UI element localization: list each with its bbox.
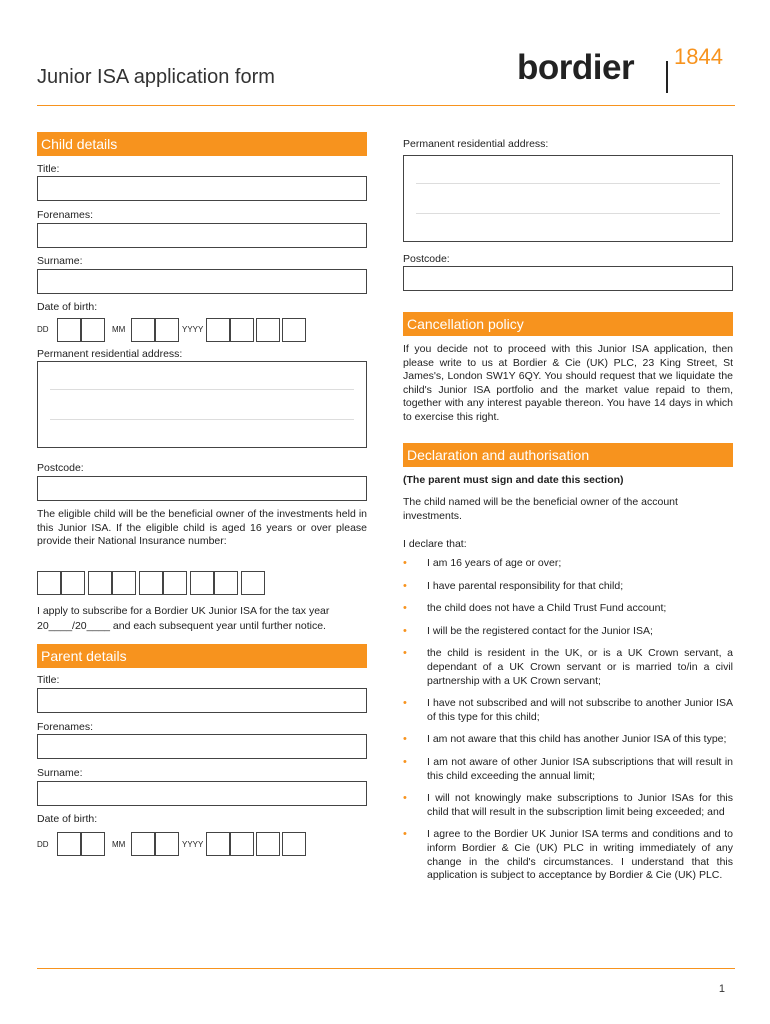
address-guide-line <box>416 213 720 214</box>
bullet-icon: • <box>403 624 407 637</box>
declaration-item <box>403 625 733 639</box>
parent-dob-yyyy-label: YYYY <box>182 840 204 849</box>
bullet-icon: • <box>403 792 407 805</box>
parent-dob-day-2[interactable] <box>81 832 105 856</box>
declaration-item <box>403 697 733 724</box>
declaration-list <box>403 557 733 883</box>
child-dob-yyyy-label: YYYY <box>182 325 204 334</box>
parent-dob-month-1[interactable] <box>131 832 155 856</box>
declaration-item <box>403 557 733 571</box>
address-guide-line <box>416 183 720 184</box>
child-dob-year-3[interactable] <box>256 318 280 342</box>
ni-box-1[interactable] <box>37 571 61 595</box>
declaration-item-text: I will be the registered contact for the Junior ISA; <box>427 624 653 637</box>
declaration-item-text: I will not knowingly make subscriptions to Junior ISAs for this child that will result in the subscription limit being exceeded; and <box>427 792 733 818</box>
child-dob-year-4[interactable] <box>282 318 306 342</box>
logo-year: 1844 <box>674 44 723 69</box>
bullet-icon: • <box>403 697 407 710</box>
parent-dob-label: Date of birth: <box>37 813 98 825</box>
parent-forenames-field[interactable] <box>37 734 367 759</box>
subscribe-line-2: 20____/20____ and each subsequent year until further notice. <box>37 620 326 632</box>
declaration-item <box>403 733 733 747</box>
ni-box-4[interactable] <box>112 571 136 595</box>
child-title-field[interactable] <box>37 176 367 201</box>
child-details-heading: Child details <box>37 132 367 156</box>
bullet-icon: • <box>403 647 407 660</box>
parent-details-heading: Parent details <box>37 644 367 668</box>
ni-box-3[interactable] <box>88 571 112 595</box>
ni-box-9[interactable] <box>241 571 265 595</box>
cancellation-policy-text: If you decide not to proceed with this Junior ISA application, then please write to us at Bordier & Cie (UK) PLC, 23 King Street, St James's, London SW1Y 6QY. You should request that we liquidate the child's Junior ISA portfolio and the market value repaid to them, together with any interest payable thereon. You have 14 days in which to exercise this right. <box>403 343 733 423</box>
parent-dob-year-1[interactable] <box>206 832 230 856</box>
child-title-label: Title: <box>37 163 60 175</box>
address-guide-line <box>50 389 354 390</box>
child-dob-day-1[interactable] <box>57 318 81 342</box>
logo-word: bordier <box>517 48 635 87</box>
parent-dob-year-4[interactable] <box>282 832 306 856</box>
child-dob-day-2[interactable] <box>81 318 105 342</box>
parent-surname-field[interactable] <box>37 781 367 806</box>
declaration-item-text: I am 16 years of age or over; <box>427 557 562 569</box>
parent-address-field[interactable] <box>403 155 733 242</box>
declaration-note: (The parent must sign and date this section) <box>403 474 624 486</box>
child-dob-mm-label: MM <box>112 325 126 334</box>
parent-surname-label: Surname: <box>37 767 83 779</box>
page-title: Junior ISA application form <box>37 66 275 88</box>
page-number: 1 <box>718 983 725 995</box>
bullet-icon: • <box>403 579 407 592</box>
parent-address-label: Permanent residential address: <box>403 138 549 150</box>
bullet-icon: • <box>403 828 407 841</box>
logo-divider <box>666 61 668 93</box>
declaration-item <box>403 647 733 688</box>
child-address-field[interactable] <box>37 361 367 448</box>
bullet-icon: • <box>403 733 407 746</box>
parent-dob-dd-label: DD <box>37 840 49 849</box>
declaration-owner-text: The child named will be the beneficial owner of the account investments. <box>403 496 678 522</box>
declaration-item-text: I agree to the Bordier UK Junior ISA terms and conditions and to inform Bordier & Cie (UK) PLC in writing immediately of any change in the child's circumstances. I understand that this application is subject to acceptance by Bordier & Cie (UK) PLC. <box>427 828 733 882</box>
ni-box-5[interactable] <box>139 571 163 595</box>
bullet-icon: • <box>403 755 407 768</box>
child-dob-month-2[interactable] <box>155 318 179 342</box>
parent-postcode-field[interactable] <box>403 266 733 291</box>
declaration-item <box>403 792 733 819</box>
declaration-item-text: I have not subscribed and will not subscribe to another Junior ISA of this type for this child; <box>427 697 733 723</box>
parent-title-field[interactable] <box>37 688 367 713</box>
declaration-item <box>403 602 733 616</box>
child-dob-label: Date of birth: <box>37 301 98 313</box>
child-forenames-field[interactable] <box>37 223 367 248</box>
parent-forenames-label: Forenames: <box>37 721 94 733</box>
footer-rule <box>37 968 735 969</box>
bullet-icon: • <box>403 557 407 569</box>
parent-dob-mm-label: MM <box>112 840 126 849</box>
ni-box-6[interactable] <box>163 571 187 595</box>
parent-postcode-label: Postcode: <box>403 253 450 265</box>
child-dob-year-1[interactable] <box>206 318 230 342</box>
declaration-item-text: the child is resident in the UK, or is a UK Crown servant, a dependant of a UK Crown servant or is married to/in a civil partnership with a UK Crown servant; <box>427 647 733 687</box>
declaration-item-text: I am not aware of other Junior ISA subscriptions that will result in this child exceeding the annual limit; <box>427 755 733 782</box>
child-surname-label: Surname: <box>37 255 83 267</box>
child-dob-month-1[interactable] <box>131 318 155 342</box>
ni-box-8[interactable] <box>214 571 238 595</box>
child-dob-dd-label: DD <box>37 325 49 334</box>
declaration-item <box>403 580 733 594</box>
subscribe-line-1: I apply to subscribe for a Bordier UK Junior ISA for the tax year <box>37 605 330 617</box>
child-forenames-label: Forenames: <box>37 209 94 221</box>
parent-dob-day-1[interactable] <box>57 832 81 856</box>
declaration-item <box>403 828 733 882</box>
declaration-item-text: the child does not have a Child Trust Fund account; <box>427 602 667 615</box>
child-postcode-field[interactable] <box>37 476 367 501</box>
declaration-item-text: I have parental responsibility for that child; <box>427 579 624 592</box>
ni-box-7[interactable] <box>190 571 214 595</box>
parent-dob-year-3[interactable] <box>256 832 280 856</box>
ni-box-2[interactable] <box>61 571 85 595</box>
parent-dob-month-2[interactable] <box>155 832 179 856</box>
declaration-heading: Declaration and authorisation <box>403 443 733 467</box>
declaration-intro: I declare that: <box>403 538 467 550</box>
header-rule <box>37 105 735 106</box>
child-postcode-label: Postcode: <box>37 462 84 474</box>
child-address-label: Permanent residential address: <box>37 348 183 360</box>
child-dob-year-2[interactable] <box>230 318 254 342</box>
declaration-item <box>403 756 733 783</box>
cancellation-policy-heading: Cancellation policy <box>403 312 733 336</box>
parent-dob-year-2[interactable] <box>230 832 254 856</box>
address-guide-line <box>50 419 354 420</box>
declaration-item-text: I am not aware that this child has another Junior ISA of this type; <box>427 733 727 746</box>
bullet-icon: • <box>403 602 407 615</box>
child-surname-field[interactable] <box>37 269 367 294</box>
beneficial-owner-text: The eligible child will be the beneficial owner of the investments held in this Junior ISA. If the eligible child is aged 16 years or over please provide their National Insurance number: <box>37 508 367 548</box>
parent-title-label: Title: <box>37 674 60 686</box>
